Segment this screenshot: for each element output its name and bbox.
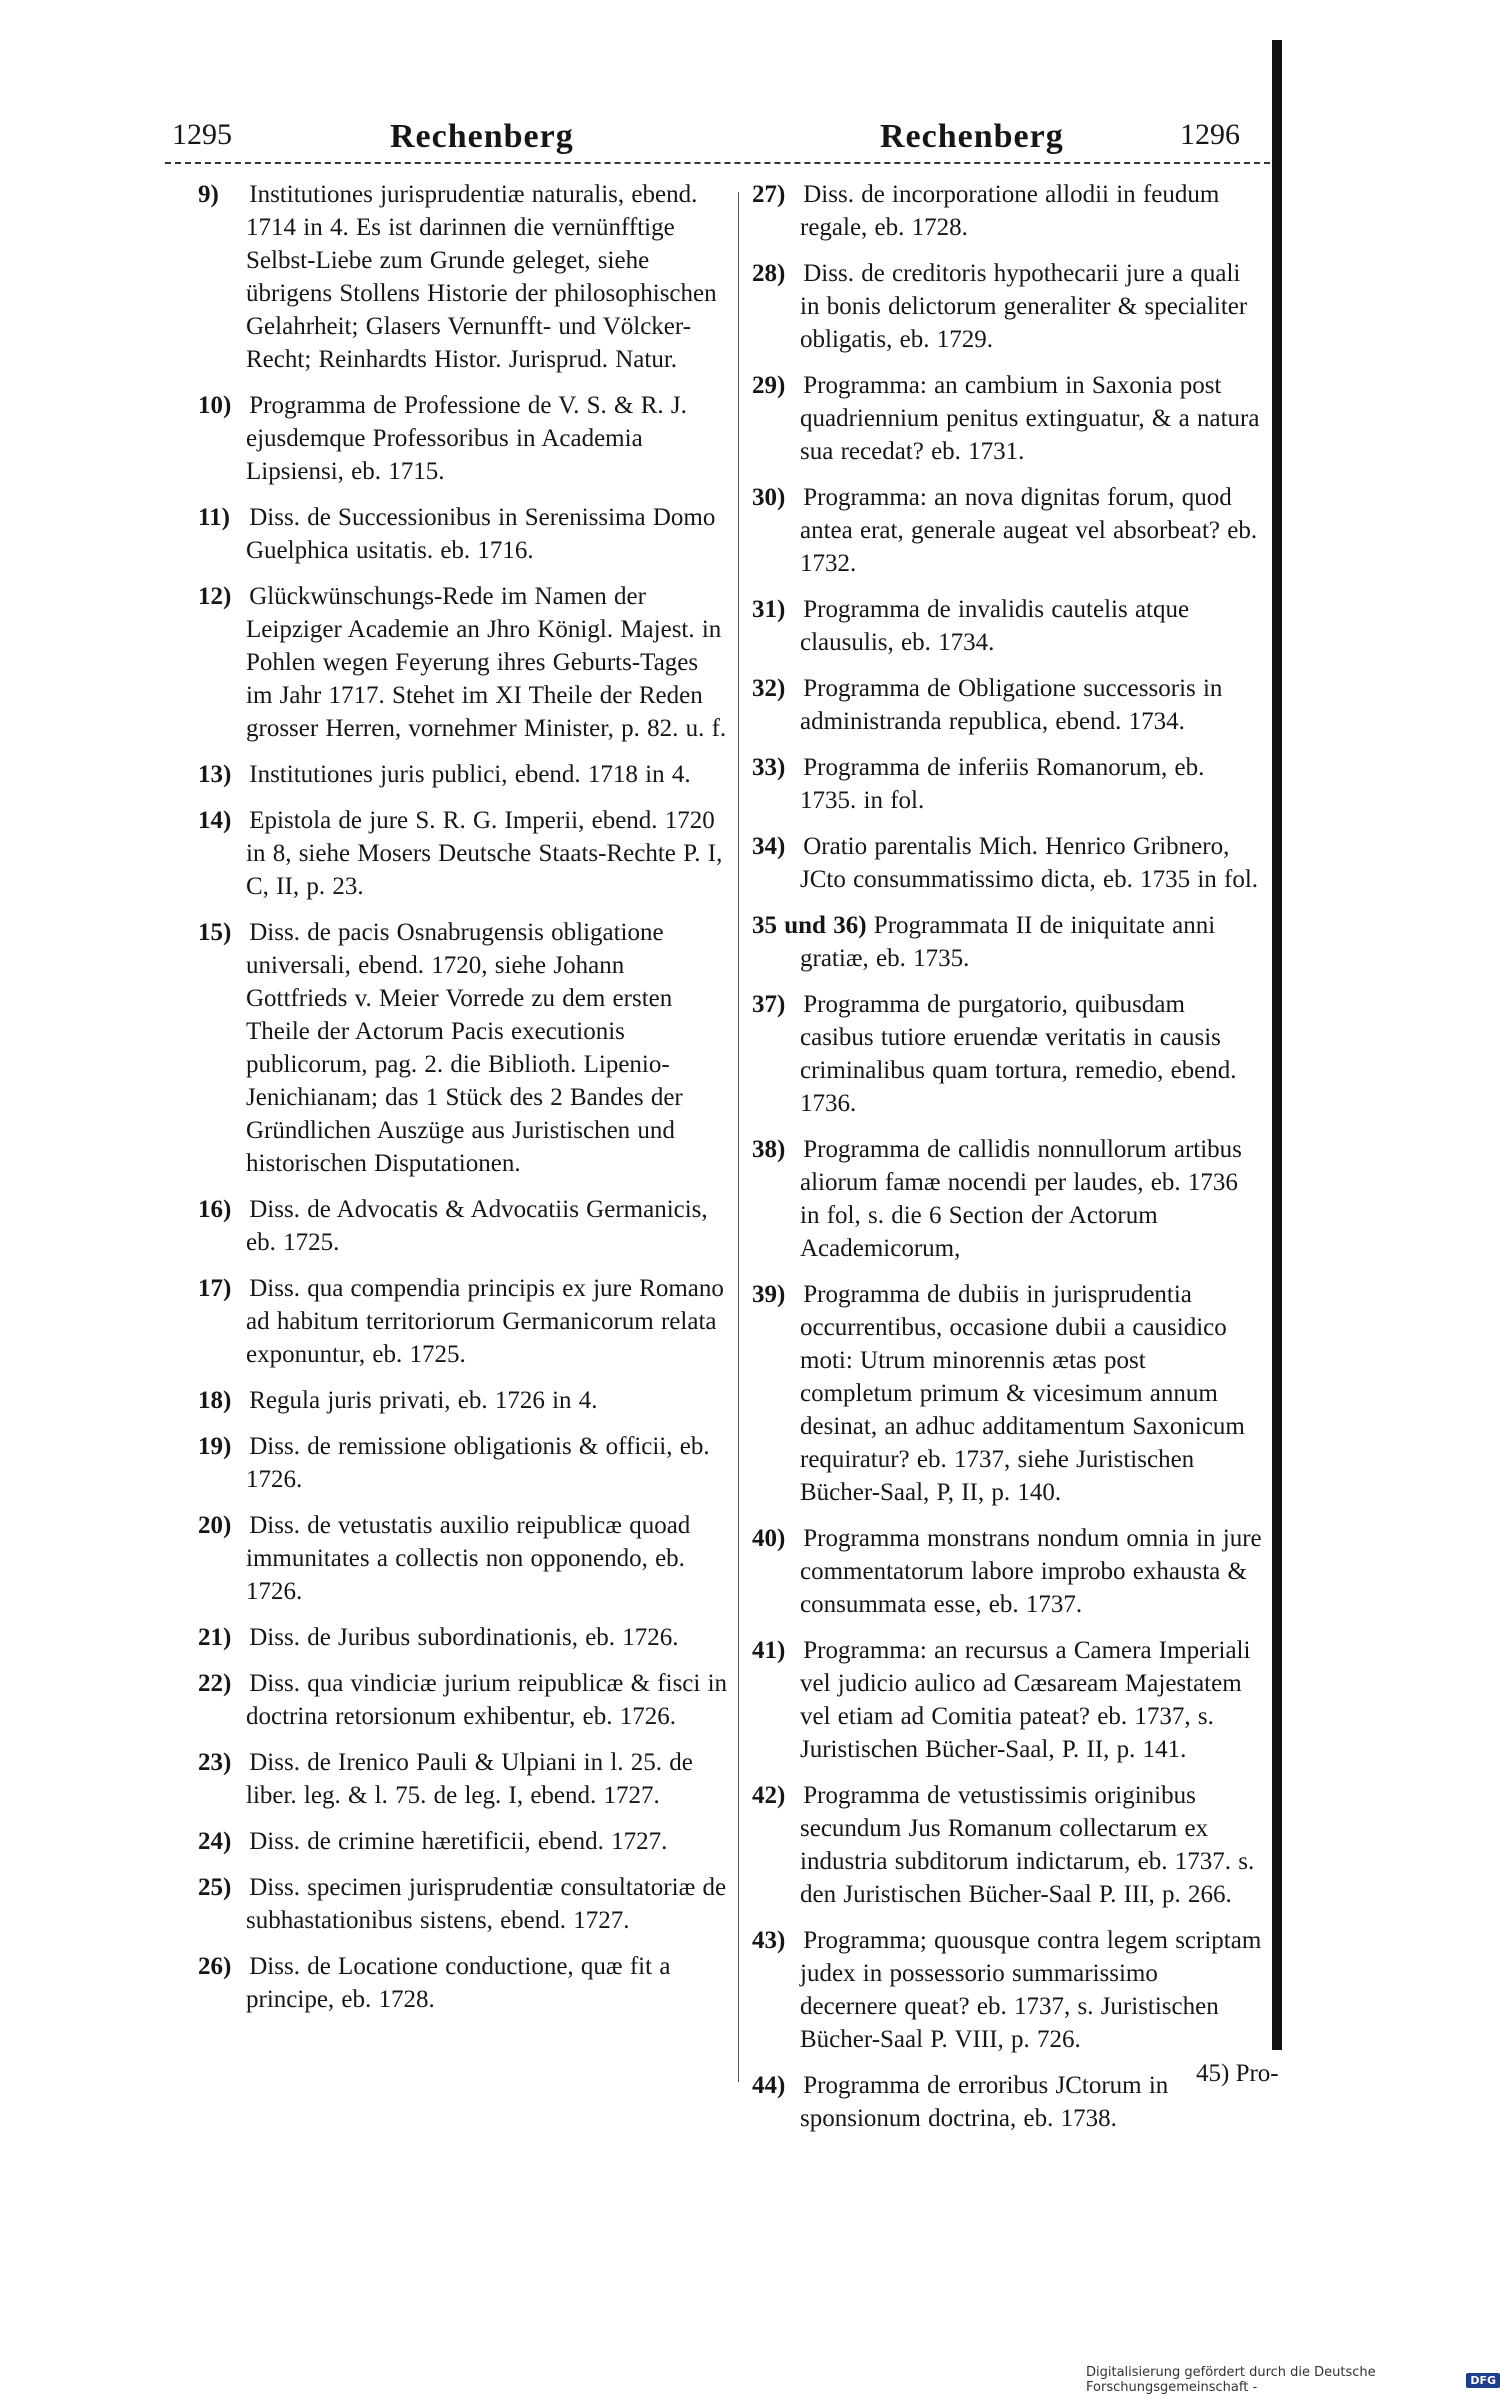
entry-number: 35 und 36) [752, 912, 867, 939]
footer-text: Digitalisierung gefördert durch die Deutsche Forschungsgemeinschaft - [1086, 2365, 1376, 2395]
entry-text: Programma; quousque contra legem scriptam judex in possessorio summarissimo decernere queat? eb. 1737, s. Juristischen Bücher-Saal P. VIII, p. 726. [800, 1927, 1262, 2053]
entry-text: Programma: an nova dignitas forum, quod antea erat, generale augeat vel absorbeat? eb. 1732. [800, 484, 1258, 577]
entry-number: 20) [198, 1512, 232, 1539]
entry-number: 41) [752, 1637, 786, 1664]
entry-text: Diss. qua vindiciæ jurium reipublicæ & fisci in doctrina retorsionum exhibentur, eb. 1726. [246, 1670, 728, 1730]
bibliography-entry [752, 988, 1262, 1120]
entry-number: 29) [752, 372, 786, 399]
bibliography-entry [752, 2069, 1262, 2135]
bibliography-entry [198, 1384, 728, 1417]
entry-number: 9) [198, 181, 219, 208]
footer-credit [1086, 2365, 1500, 2395]
entry-number: 22) [198, 1670, 232, 1697]
entry-number: 15) [198, 919, 232, 946]
bibliography-entry [198, 1621, 728, 1654]
bibliography-entry [752, 672, 1262, 738]
column-separator [738, 192, 739, 2082]
entry-text: Programma de Obligatione successoris in administranda republica, ebend. 1734. [800, 675, 1223, 735]
entry-text: Programma de purgatorio, quibusdam casibus tutiore eruendæ veritatis in causis criminalibus quam tortura, remedio, ebend. 1736. [800, 991, 1237, 1117]
entry-number: 43) [752, 1927, 786, 1954]
entry-text: Diss. de vetustatis auxilio reipublicæ quoad immunitates a collectis non opponendo, eb. 1726. [246, 1512, 691, 1605]
right-column [752, 178, 1262, 2148]
entry-text: Diss. de creditoris hypothecarii jure a quali in bonis delictorum generaliter & specialiter obligatis, eb. 1729. [800, 260, 1248, 353]
entry-text: Diss. de remissione obligationis & officii, eb. 1726. [246, 1433, 710, 1493]
entry-number: 21) [198, 1624, 232, 1651]
bibliography-entry [752, 481, 1262, 580]
page-number-left: 1295 [172, 118, 232, 151]
running-title-right: Rechenberg [880, 118, 1064, 155]
bibliography-entry [198, 804, 728, 903]
bibliography-entry [752, 1133, 1262, 1265]
entry-number: 32) [752, 675, 786, 702]
entry-number: 27) [752, 181, 786, 208]
entry-text: Programma de inferiis Romanorum, eb. 1735. in fol. [800, 754, 1205, 814]
entry-text: Diss. de Successionibus in Serenissima Domo Guelphica usitatis. eb. 1716. [246, 504, 716, 564]
bibliography-entry [198, 1509, 728, 1608]
entry-text: Diss. de incorporatione allodii in feudum regale, eb. 1728. [800, 181, 1220, 241]
entry-number: 42) [752, 1782, 786, 1809]
entry-number: 31) [752, 596, 786, 623]
entry-text: Programma monstrans nondum omnia in jure commentatorum labore improbo exhausta & consummata esse, eb. 1737. [800, 1525, 1262, 1618]
entry-number: 30) [752, 484, 786, 511]
dfg-logo: DFG [1466, 2373, 1500, 2388]
entry-number: 23) [198, 1749, 232, 1776]
bibliography-entry [198, 1950, 728, 2016]
bibliography-entry [198, 1871, 728, 1937]
bibliography-entry [752, 1522, 1262, 1621]
entry-number: 10) [198, 392, 232, 419]
page-edge-shadow [1272, 40, 1282, 2050]
entry-number: 24) [198, 1828, 232, 1855]
bibliography-entry [752, 257, 1262, 356]
entry-number: 13) [198, 761, 232, 788]
bibliography-entry [752, 909, 1262, 975]
entry-text: Programma: an recursus a Camera Imperiali vel judicio aulico ad Cæsaream Majestatem vel etiam ad Comitia pateat? eb. 1737, s. Juristischen Bücher-Saal, P. II, p. 141. [800, 1637, 1251, 1763]
entry-text: Programma de Professione de V. S. & R. J. ejusdemque Professoribus in Academia Lipsiensi, eb. 1715. [246, 392, 687, 485]
entry-text: Programma de erroribus JCtorum in sponsionum doctrina, eb. 1738. [800, 2072, 1169, 2132]
entry-text: Diss. specimen jurisprudentiæ consultatoriæ de subhastationibus sistens, ebend. 1727. [246, 1874, 727, 1934]
entry-text: Institutiones juris publici, ebend. 1718 in 4. [249, 761, 691, 788]
entry-number: 37) [752, 991, 786, 1018]
entry-number: 25) [198, 1874, 232, 1901]
bibliography-entry [198, 1746, 728, 1812]
bibliography-entry [752, 593, 1262, 659]
bibliography-entry [752, 1924, 1262, 2056]
entry-number: 39) [752, 1281, 786, 1308]
entry-number: 14) [198, 807, 232, 834]
bibliography-entry [198, 1825, 728, 1858]
bibliography-entry [752, 1278, 1262, 1509]
bibliography-entry [198, 389, 728, 488]
entry-text: Oratio parentalis Mich. Henrico Gribnero, JCto consummatissimo dicta, eb. 1735 in fol. [800, 833, 1259, 893]
entry-text: Diss. de Locatione conductione, quæ fit a principe, eb. 1728. [246, 1953, 671, 2013]
entry-text: Programma de dubiis in jurisprudentia occurrentibus, occasione dubii a causidico moti: Utrum minorennis ætas post completum primum & vicesimum annum desinat, an adhuc additamentum Saxonicum requiratur? eb. 1737, siehe Juristischen Bücher-Saal, P, II, p. 140. [800, 1281, 1245, 1506]
left-column [198, 178, 728, 2029]
entry-text: Programma de invalidis cautelis atque clausulis, eb. 1734. [800, 596, 1190, 656]
entry-text: Institutiones jurisprudentiæ naturalis, ebend. 1714 in 4. Es ist darinnen die vernünfftige Selbst-Liebe zum Grunde geleget, siehe übrigens Stollens Historie der philosophischen Gelahrheit; Glasers Vernunfft- und Völcker-Recht; Reinhardts Histor. Jurisprud. Natur. [246, 181, 717, 373]
entry-text: Programma: an cambium in Saxonia post quadriennium penitus extinguatur, & a natura sua recedat? eb. 1731. [800, 372, 1260, 465]
bibliography-entry [198, 758, 728, 791]
entry-text: Diss. de Juribus subordinationis, eb. 1726. [249, 1624, 679, 1651]
entry-text: Diss. de Advocatis & Advocatiis Germanicis, eb. 1725. [246, 1196, 708, 1256]
entry-number: 40) [752, 1525, 786, 1552]
bibliography-entry [198, 1430, 728, 1496]
entry-number: 16) [198, 1196, 232, 1223]
bibliography-entry [198, 178, 728, 376]
entry-text: Programma de vetustissimis originibus secundum Jus Romanum collectarum ex industria subditorum indictarum, eb. 1737. s. den Juristischen Bücher-Saal P. III, p. 266. [800, 1782, 1255, 1908]
bibliography-entry [198, 1667, 728, 1733]
entry-number: 34) [752, 833, 786, 860]
bibliography-entry [198, 580, 728, 745]
entry-text: Diss. de pacis Osnabrugensis obligatione universali, ebend. 1720, siehe Johann Gottfrieds v. Meier Vorrede zu dem ersten Theile der Actorum Pacis executionis publicorum, pag. 2. die Biblioth. Lipenio-Jenichianam; das 1 Stück des 2 Bandes der Gründlichen Auszüge aus Juristischen und historischen Disputationen. [246, 919, 683, 1177]
running-title-left: Rechenberg [390, 118, 574, 155]
entry-text: Programmata II de iniquitate anni gratiæ, eb. 1735. [800, 912, 1216, 972]
entry-text: Programma de callidis nonnullorum artibus aliorum famæ nocendi per laudes, eb. 1736 in fol, s. die 6 Section der Actorum Academicorum, [800, 1136, 1242, 1262]
entry-text: Diss. qua compendia principis ex jure Romano ad habitum territoriorum Germanicorum relata exponuntur, eb. 1725. [246, 1275, 724, 1368]
running-header [150, 118, 1280, 168]
page-number-right: 1296 [1180, 118, 1240, 151]
bibliography-entry [752, 1779, 1262, 1911]
entry-number: 12) [198, 583, 232, 610]
entry-text: Diss. de crimine hæretificii, ebend. 1727. [249, 1828, 668, 1855]
bibliography-entry [752, 178, 1262, 244]
entry-number: 28) [752, 260, 786, 287]
entry-text: Glückwünschungs-Rede im Namen der Leipziger Academie an Jhro Königl. Majest. in Pohlen wegen Feyerung ihres Geburts-Tages im Jahr 1717. Stehet im XI Theile der Reden grosser Herren, vornehmer Minister, p. 82. u. f. [246, 583, 727, 742]
entry-text: Diss. de Irenico Pauli & Ulpiani in l. 25. de liber. leg. & l. 75. de leg. I, ebend. 1727. [246, 1749, 693, 1809]
entry-text: Epistola de jure S. R. G. Imperii, ebend. 1720 in 8, siehe Mosers Deutsche Staats-Rechte P. I, C, II, p. 23. [246, 807, 723, 900]
entry-number: 18) [198, 1387, 232, 1414]
bibliography-entry [752, 369, 1262, 468]
entry-number: 19) [198, 1433, 232, 1460]
catchword: 45) Pro- [1196, 2060, 1279, 2087]
entry-number: 17) [198, 1275, 232, 1302]
bibliography-entry [198, 916, 728, 1180]
entry-number: 11) [198, 504, 230, 531]
bibliography-entry [752, 751, 1262, 817]
bibliography-entry [752, 830, 1262, 896]
entry-number: 38) [752, 1136, 786, 1163]
bibliography-entry [198, 501, 728, 567]
bibliography-entry [198, 1193, 728, 1259]
bibliography-entry [198, 1272, 728, 1371]
bibliography-entry [752, 1634, 1262, 1766]
entry-text: Regula juris privati, eb. 1726 in 4. [249, 1387, 598, 1414]
entry-number: 26) [198, 1953, 232, 1980]
entry-number: 33) [752, 754, 786, 781]
header-rule [165, 162, 1270, 164]
entry-number: 44) [752, 2072, 786, 2099]
